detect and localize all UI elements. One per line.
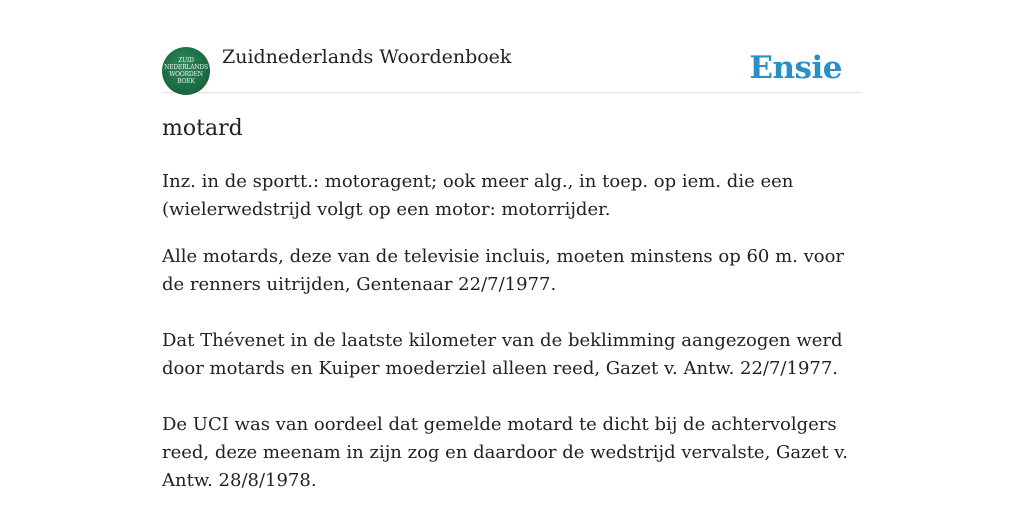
site-header <box>162 44 862 93</box>
logo-line: NEDERLANDS <box>164 64 208 71</box>
quote-paragraph: De UCI was van oordeel dat gemelde motard te dicht bij de achtervolgers reed, deze meenam in zijn zog en daardoor de wedstrijd vervalste, Gazet v. Antw. 28/8/1978. <box>162 414 848 491</box>
entry-quotes <box>162 243 852 523</box>
entry-definition: Inz. in de sportt.: motoragent; ook meer alg., in toep. op iem. die een (wielerwedstrijd volgt op een motor: motorrijder. <box>162 171 794 220</box>
site-logo[interactable] <box>162 47 210 95</box>
site-name-link[interactable]: Zuidnederlands Woordenboek <box>222 46 512 68</box>
logo-line: WOORDEN <box>169 71 203 78</box>
logo-line: BOEK <box>177 78 195 85</box>
ensie-brand-link[interactable]: Ensie <box>749 50 842 86</box>
entry-term: motard <box>162 116 243 141</box>
quote-paragraph: Dat Thévenet in de laatste kilometer van de beklimming aangezogen werd door motards en Kuiper moederziel alleen reed, Gazet v. Antw. 22/7/1977. <box>162 330 843 379</box>
logo-line: ZUID <box>178 57 194 64</box>
quote-paragraph: Alle motards, deze van de televisie incluis, moeten minstens op 60 m. voor de renners uitrijden, Gentenaar 22/7/1977. <box>162 246 845 295</box>
